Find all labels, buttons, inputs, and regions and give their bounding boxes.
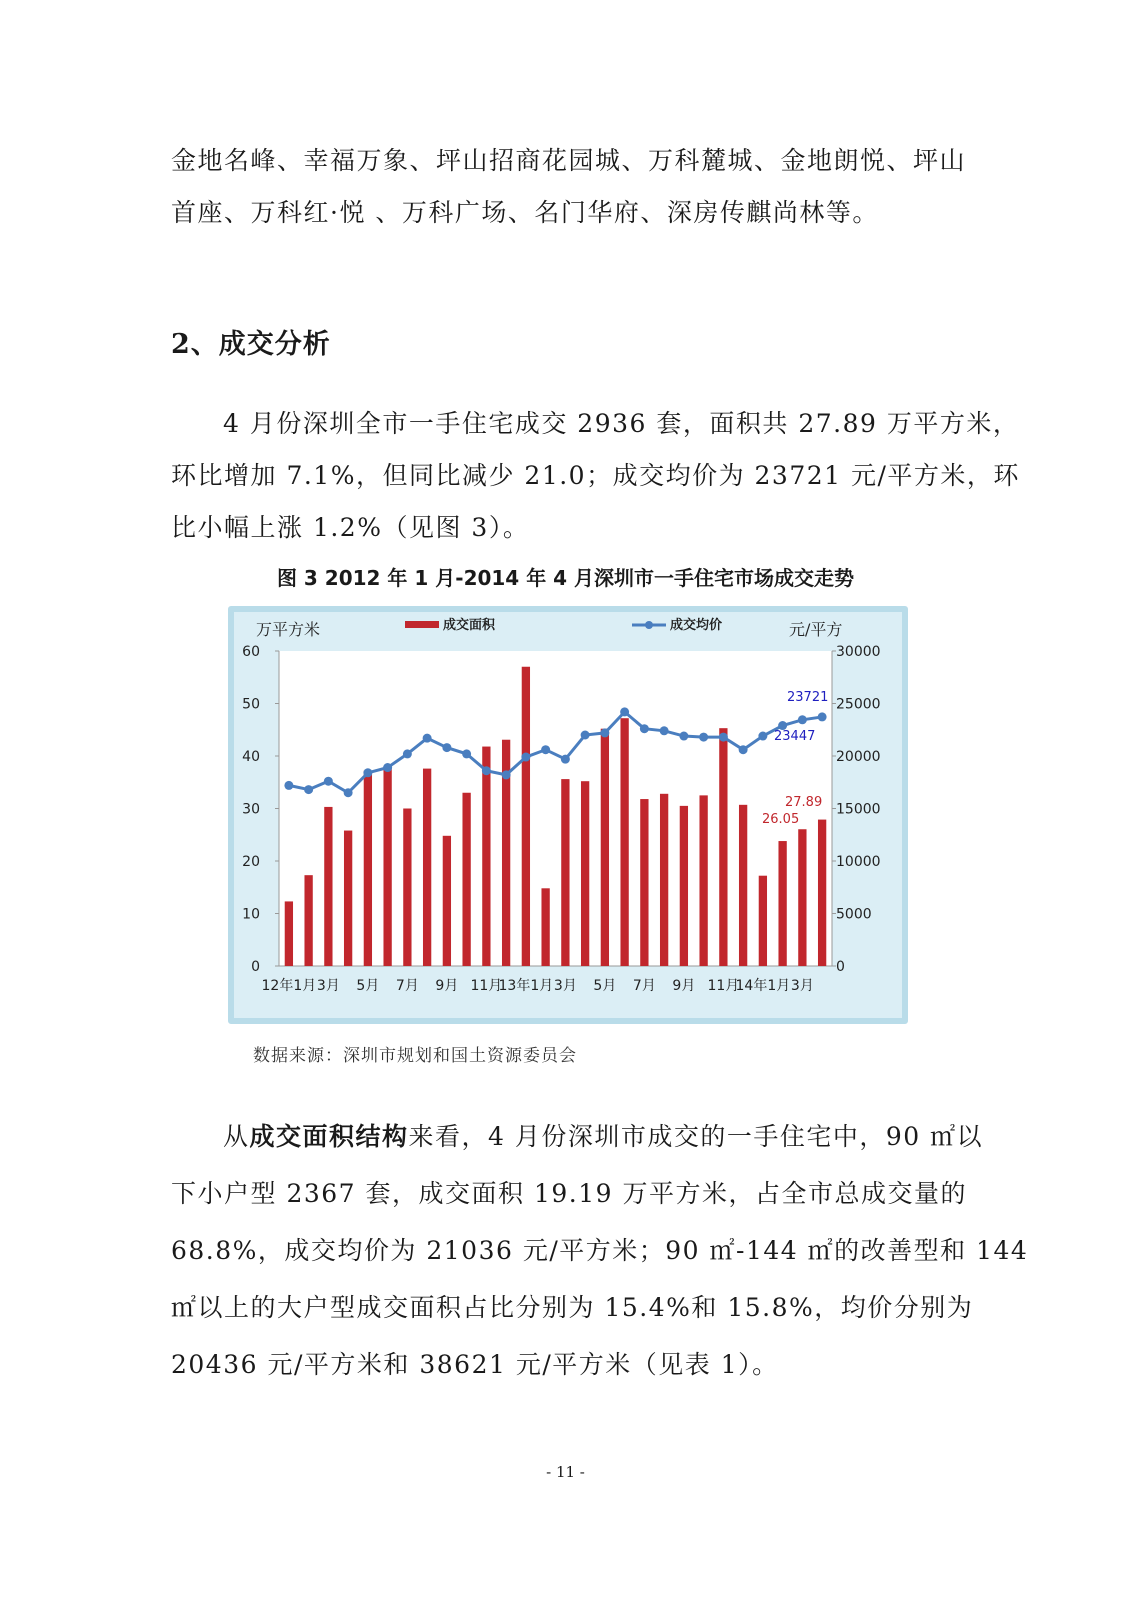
price-point: [423, 734, 432, 743]
right-tick-label: 30000: [836, 644, 881, 660]
structure-line-1-pre: 从: [223, 1122, 250, 1151]
price-point: [521, 753, 530, 762]
summary-line-2: 环比增加 7.1%，但同比减少 21.0；成交均价为 23721 元/平方米，环: [171, 461, 1020, 490]
area-bar: [364, 771, 372, 966]
left-tick-label: 20: [242, 854, 260, 870]
structure-paragraph: [171, 1108, 1029, 1393]
left-tick-label: 30: [242, 801, 260, 818]
structure-line-5: 20436 元/平方米和 38621 元/平方米（见表 1）。: [171, 1350, 779, 1379]
x-tick-label: 7月: [395, 978, 419, 994]
chart-frame: [228, 606, 908, 1024]
page-number: - 11 -: [546, 1463, 585, 1481]
price-point: [620, 707, 629, 716]
x-tick-label: 11月: [707, 978, 740, 994]
price-point: [758, 732, 767, 741]
summary-line-3: 比小幅上涨 1.2%（见图 3）。: [171, 513, 530, 542]
price-point: [679, 732, 688, 741]
intro-paragraph: [171, 135, 967, 239]
figure-caption: 图 3 2012 年 1 月-2014 年 4 月深圳市一手住宅市场成交走势: [276, 566, 855, 590]
area-bar: [285, 901, 293, 966]
area-bar: [739, 805, 747, 966]
area-bar: [601, 729, 609, 966]
price-point: [284, 781, 293, 790]
chart: [234, 612, 902, 1018]
x-tick-label: 7月: [632, 978, 656, 994]
price-point: [699, 733, 708, 742]
x-tick-label: 14年1月: [735, 978, 791, 994]
price-point: [304, 785, 313, 794]
structure-line-4: ㎡以上的大户型成交面积占比分别为 15.4%和 15.8%，均价分别为: [171, 1293, 974, 1322]
plot-area: [279, 651, 832, 966]
structure-line-1: [171, 1108, 984, 1165]
left-tick-label: 0: [251, 959, 260, 975]
price-point: [462, 749, 471, 758]
area-bar: [482, 747, 490, 966]
right-tick-label: 15000: [836, 801, 881, 818]
price-point: [383, 763, 392, 772]
price-point: [403, 749, 412, 758]
price-point: [324, 777, 333, 786]
right-tick-label: 25000: [836, 696, 881, 713]
price-point: [502, 770, 511, 779]
legend-line-marker: [645, 621, 653, 629]
area-bar: [403, 809, 411, 967]
left-tick-label: 10: [242, 906, 260, 923]
area-bar: [719, 728, 727, 966]
structure-line-2: 下小户型 2367 套，成交面积 19.19 万平方米，占全市总成交量的: [171, 1179, 967, 1208]
area-bar: [344, 831, 352, 966]
right-tick-label: 10000: [836, 854, 881, 870]
x-tick-label: 9月: [672, 978, 696, 994]
price-point: [363, 768, 372, 777]
area-bar: [522, 667, 530, 966]
area-bar: [423, 769, 431, 966]
structure-line-1-post: 来看，4 月份深圳市成交的一手住宅中，90 ㎡以: [408, 1122, 984, 1151]
right-axis-unit: 元/平方: [789, 620, 843, 639]
x-tick-label: 5月: [593, 978, 617, 994]
price-point: [344, 788, 353, 797]
x-tick-label: 13年1月: [498, 978, 554, 994]
summary-line-1: 4 月份深圳全市一手住宅成交 2936 套，面积共 27.89 万平方米，: [223, 409, 1020, 438]
x-tick-label: 12年1月: [261, 978, 317, 994]
x-tick-label: 5月: [356, 978, 380, 994]
left-tick-label: 50: [242, 696, 260, 713]
area-bar: [620, 718, 628, 966]
structure-line-3: 68.8%，成交均价为 21036 元/平方米；90 ㎡-144 ㎡的改善型和 144: [171, 1236, 1029, 1265]
price-point: [660, 726, 669, 735]
area-bar: [304, 875, 312, 966]
left-tick-label: 40: [242, 749, 260, 765]
x-tick-label: 9月: [435, 978, 459, 994]
right-tick-label: 5000: [836, 906, 872, 923]
price-point: [739, 745, 748, 754]
price-point: [640, 724, 649, 733]
price-point: [719, 733, 728, 742]
legend-bar-label: 成交面积: [443, 618, 496, 633]
area-bar: [443, 836, 451, 966]
price-point: [442, 743, 451, 752]
section-heading: 2、成交分析: [171, 329, 331, 360]
x-tick-label: 3月: [790, 978, 814, 994]
price-point: [600, 728, 609, 737]
data-source-note: 数据来源：深圳市规划和国土资源委员会: [253, 1046, 577, 1066]
area-bar: [798, 829, 806, 966]
price-point: [482, 766, 491, 775]
right-tick-label: 20000: [836, 749, 881, 765]
area-bar: [561, 779, 569, 966]
price-label-last: 23721: [787, 690, 829, 705]
area-bar: [818, 820, 826, 966]
x-tick-label: 3月: [316, 978, 340, 994]
area-label-last: 27.89: [785, 795, 823, 810]
intro-line-1: 金地名峰、幸福万象、坪山招商花园城、万科麓城、金地朗悦、坪山: [171, 146, 967, 175]
area-bar: [541, 888, 549, 966]
summary-paragraph: [171, 398, 1020, 554]
area-bar: [324, 807, 332, 966]
area-bar: [680, 806, 688, 966]
price-point: [581, 731, 590, 740]
area-bar: [383, 766, 391, 966]
legend-line-label: 成交均价: [670, 618, 723, 633]
left-axis-unit: 万平方米: [256, 620, 321, 639]
area-label-prev: 26.05: [762, 812, 800, 827]
area-bar: [660, 794, 668, 966]
area-bar: [581, 781, 589, 966]
price-label-prev: 23447: [774, 729, 816, 744]
structure-line-1-bold: 成交面积结构: [249, 1122, 409, 1151]
area-bar: [699, 795, 707, 966]
price-point: [818, 712, 827, 721]
intro-line-2: 首座、万科红·悦 、万科广场、名门华府、深房传麒尚林等。: [171, 198, 879, 227]
price-point: [561, 755, 570, 764]
x-tick-label: 3月: [553, 978, 577, 994]
area-bar: [759, 876, 767, 966]
left-tick-label: 60: [242, 644, 260, 660]
price-point: [798, 715, 807, 724]
x-tick-label: 11月: [470, 978, 503, 994]
right-tick-label: 0: [836, 959, 845, 975]
area-bar: [778, 841, 786, 966]
area-bar: [640, 799, 648, 966]
legend-bar-swatch: [405, 621, 439, 628]
price-point: [541, 745, 550, 754]
area-bar: [462, 793, 470, 966]
